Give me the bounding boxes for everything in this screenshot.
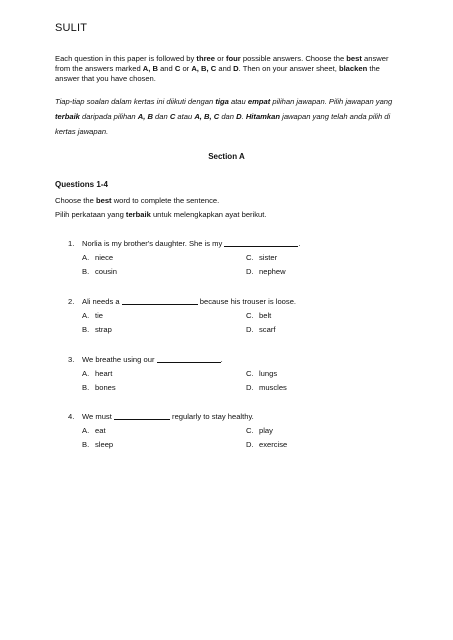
option-a[interactable]: A. heart [82, 369, 113, 378]
question-stem: 1. Norlia is my brother's daughter. She is my . [68, 239, 301, 248]
answer-blank [224, 238, 298, 247]
questions-heading: Questions 1-4 [55, 180, 108, 189]
question-3 [68, 354, 398, 364]
option-c[interactable]: C. lungs [246, 369, 278, 378]
option-b[interactable]: B. strap [82, 325, 112, 334]
option-c[interactable]: C. play [246, 426, 273, 435]
question-stem: 3. We breathe using our . [68, 355, 223, 364]
answer-blank [114, 411, 170, 420]
question-number: 2. [68, 297, 75, 306]
option-a[interactable]: A. niece [82, 253, 114, 262]
task-instruction-malay: Pilih perkataan yang terbaik untuk melengkapkan ayat berikut. [55, 210, 267, 219]
option-d[interactable]: D. muscles [246, 383, 287, 392]
question-stem: 2. Ali needs a because his trouser is loose. [68, 297, 297, 306]
section-title: Section A [208, 152, 245, 161]
question-1 [68, 238, 398, 248]
answer-blank [122, 296, 198, 305]
instructions-malay: Tiap-tiap soalan dalam kertas ini diikuti dengan tiga atau empat pilihan jawapan. Pilih jawapan yang terbaik daripada pilihan A, B dan C atau A, B, C dan D. Hitamkan jawapan yang telah anda pilih di kertas jawapan. [55, 97, 393, 136]
question-number: 4. [68, 412, 75, 421]
task-instruction-english: Choose the best word to complete the sentence. [55, 196, 220, 205]
question-number: 3. [68, 355, 75, 364]
option-c[interactable]: C. belt [246, 311, 272, 320]
option-b[interactable]: B. bones [82, 383, 116, 392]
question-number: 1. [68, 239, 75, 248]
page-header-sulit: SULIT [55, 22, 88, 34]
option-b[interactable]: B. cousin [82, 267, 117, 276]
option-d[interactable]: D. scarf [246, 325, 276, 334]
option-a[interactable]: A. tie [82, 311, 104, 320]
option-c[interactable]: C. sister [246, 253, 278, 262]
question-stem: 4. We must regularly to stay healthy. [68, 412, 254, 421]
instructions-english: Each question in this paper is followed by three or four possible answers. Choose the best answer from the answers marked A, B and C or A, B, C and D. Then on your answer sheet, blacken the answer that you have chosen. [55, 54, 389, 83]
option-d[interactable]: D. exercise [246, 440, 288, 449]
question-2 [68, 296, 398, 306]
question-4 [68, 411, 398, 421]
answer-blank [157, 354, 221, 363]
option-a[interactable]: A. eat [82, 426, 106, 435]
option-b[interactable]: B. sleep [82, 440, 114, 449]
option-d[interactable]: D. nephew [246, 267, 286, 276]
